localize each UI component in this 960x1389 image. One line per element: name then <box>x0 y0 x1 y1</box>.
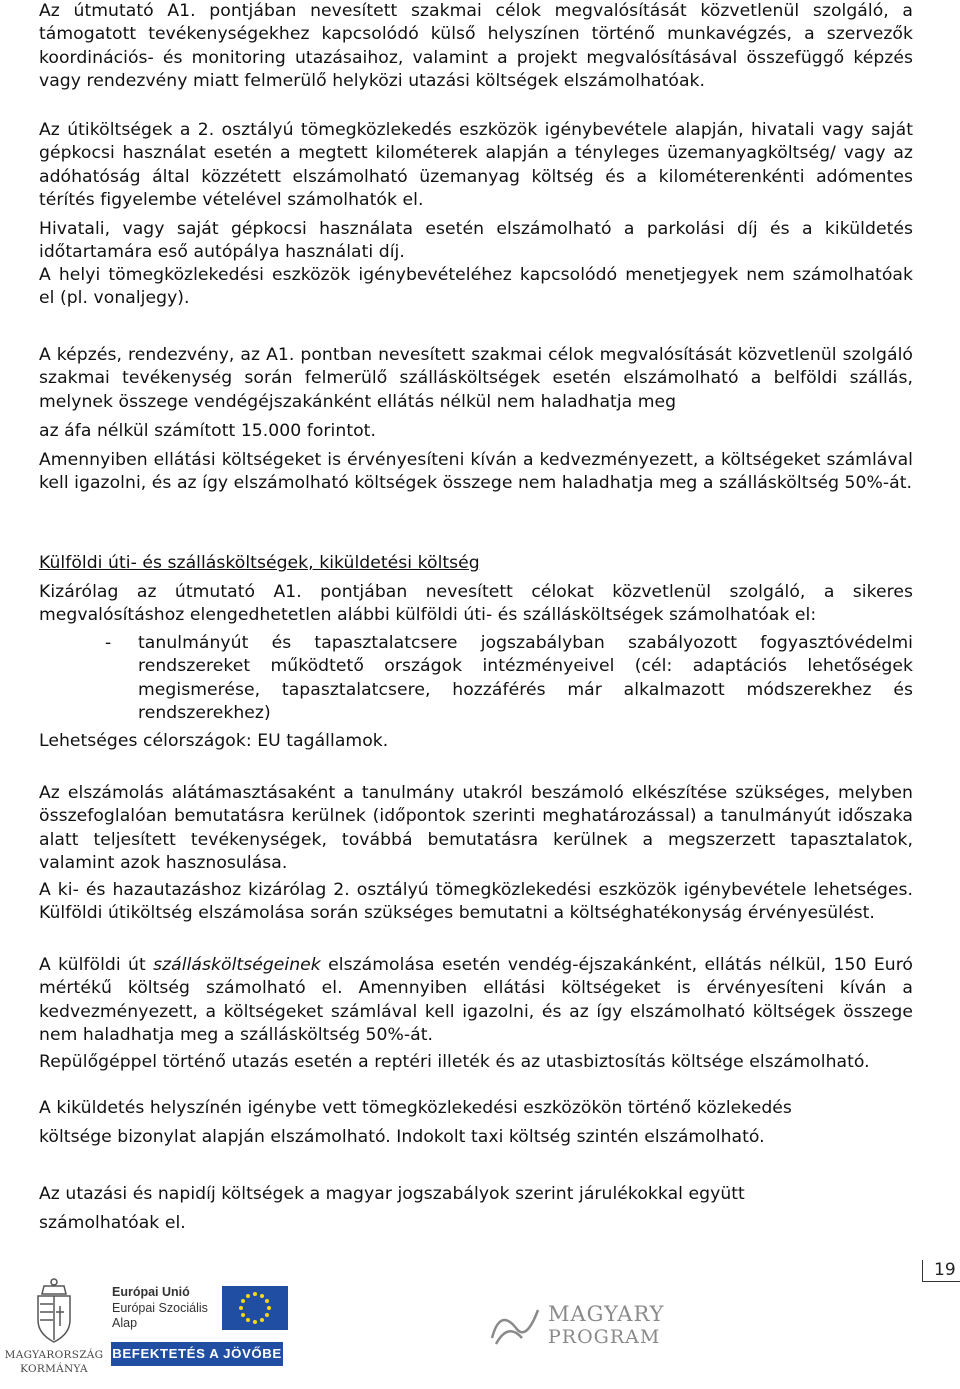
eu-flag-icon <box>222 1286 288 1330</box>
program-name-line-1: MAGYARY <box>548 1302 665 1326</box>
list-item <box>39 632 913 725</box>
paragraph-report: Az elszámolás alátámasztásaként a tanulmány utakról beszámoló elkészítése szükséges, melyben összefoglalóan bemutatásra kerülnek (időpontok szerinti meghatározással) a tanulmányút időszaka alatt teljesített tevékenységek, továbbá bemutatásra kerülnek a megszerzett tapasztalatok, valamint azok hasznosulása. <box>39 783 913 873</box>
list-item-text: tanulmányút és tapasztalatcsere jogszabályban szabályozott fogyasztóvédelmi rendszereket működtető országok intézményeivel (cél: adaptációs lehetőségek megismerése, tapasztalatcsere, hozzáférés már alkalmazott módszerekhez és rendszerekhez) <box>138 633 913 723</box>
paragraph-local-transport: A helyi tömegközlekedési eszközök igénybevételéhez kapcsolódó menetjegyek nem számolhatóak el (pl. vonaljegy). <box>39 265 913 309</box>
page-number-underline <box>922 1281 960 1282</box>
crest-label-line-2: KORMÁNYA <box>20 1363 88 1375</box>
eu-line-2: Európai Szociális <box>112 1300 208 1315</box>
page-number-rule <box>922 1260 923 1282</box>
paragraph-meal-costs: Amennyiben ellátási költségeket is érvényesíteni kíván a kedvezményezett, a költségeket számlával kell igazolni, és az így elszámolható költségek összege nem haladhatja meg a szállásköltség 50%-át. <box>39 450 913 494</box>
list-marker: - <box>105 633 112 653</box>
paragraph-final-line-2: számolhatóak el. <box>39 1213 186 1233</box>
paragraph-accommodation-limit: az áfa nélkül számított 15.000 forintot. <box>39 421 376 441</box>
paragraph-outbound-travel: A ki- és hazautazáshoz kizárólag 2. osztályú tömegközlekedési eszközök igénybevétele lehetséges. Külföldi útiköltség elszámolása során szükséges bemutatni a költséghatékonyság érvényesülést. <box>39 880 913 924</box>
paragraph-domestic-travel: Az útmutató A1. pontjában nevesített szakmai célok megvalósítását közvetlenül szolgáló, a támogatott tevékenységekhez kapcsolódó külső helyszínen történő munkavégzés, a szervezők koordinációs- és monitoring utazásaihoz, valamint a projekt megvalósításával összefüggő képzés vagy rendezvény miatt felmerülő helyközi utazási költségek elszámolhatóak. <box>39 1 913 91</box>
paragraph-flight: Repülőgéppel történő utazás esetén a reptéri illeték és az utasbiztosítás költsége elszámolható. <box>39 1052 870 1072</box>
paragraph-travel-costs: Az útiköltségek a 2. osztályú tömegközlekedés eszközök igénybevétele alapján, hivatali vagy saját gépkocsi használat esetén a megtett kilométerek alapján a tényleges üzemanyagköltség/ vagy az adóhatóság által közzétett elszámolható üzemanyag költség és a kilométerenkénti adómentes térítés figyelembe vételével számolhatók el. <box>39 120 913 210</box>
text-run: A külföldi út <box>39 955 154 975</box>
section-heading: Külföldi úti- és szállásköltségek, kiküldetési költség <box>39 553 480 573</box>
crest-label-line-1: MAGYARORSZÁG <box>4 1349 104 1361</box>
text-run-italic: szállásköltségeinek <box>153 955 321 975</box>
page-number: 19 <box>934 1260 956 1280</box>
paragraph-accommodation: A képzés, rendezvény, az A1. pontban nevesített szakmai célok megvalósítását közvetlenül szolgáló szakmai tevékenység során felmerülő szállásköltségek esetén elszámolható a belföldi szállás, melynek összege vendégéjszakánként ellátás nélkül nem haladhatja meg <box>39 345 913 412</box>
investment-banner: BEFEKTETÉS A JÖVŐBE <box>111 1342 283 1366</box>
eu-line-3: Alap <box>112 1316 138 1330</box>
paragraph-parking: Hivatali, vagy saját gépkocsi használata esetén elszámolható a parkolási díj és a kiküldetés időtartamára eső autópálya használati díj. <box>39 219 913 263</box>
paragraph-foreign-accommodation <box>39 954 913 1047</box>
paragraph-local-transport-line-1: A kiküldetés helyszínén igénybe vett tömegközlekedési eszközökön történő közlekedés <box>39 1098 792 1118</box>
eu-line-1: Európai Unió <box>112 1285 190 1299</box>
program-name-line-2: PROGRAM <box>548 1326 661 1348</box>
paragraph-target-countries: Lehetséges célországok: EU tagállamok. <box>39 731 389 751</box>
paragraph-final-line-1: Az utazási és napidíj költségek a magyar jogszabályok szerint járulékokkal együtt <box>39 1184 745 1204</box>
paragraph-local-transport-line-2: költsége bizonylat alapján elszámolható. Indokolt taxi költség szintén elszámolható. <box>39 1127 765 1147</box>
paragraph-foreign-intro: Kizárólag az útmutató A1. pontjában nevesített célokat közvetlenül szolgáló, a sikeres megvalósításhoz elengedhetetlen alábbi külföldi úti- és szállásköltségek számolhatóak el: <box>39 582 913 626</box>
text-run: elszámolása esetén vendég-éjszakánként, ellátás nélkül, 150 Euró mértékű költség számolható el. Amennyiben ellátási költségeket is érvényesíteni kíván a kedvezményezett, a költségeket számlával kell igazolni, és az így elszámolható költségek összege nem haladhatja meg a szállásköltség 50%-át. <box>39 955 913 1045</box>
